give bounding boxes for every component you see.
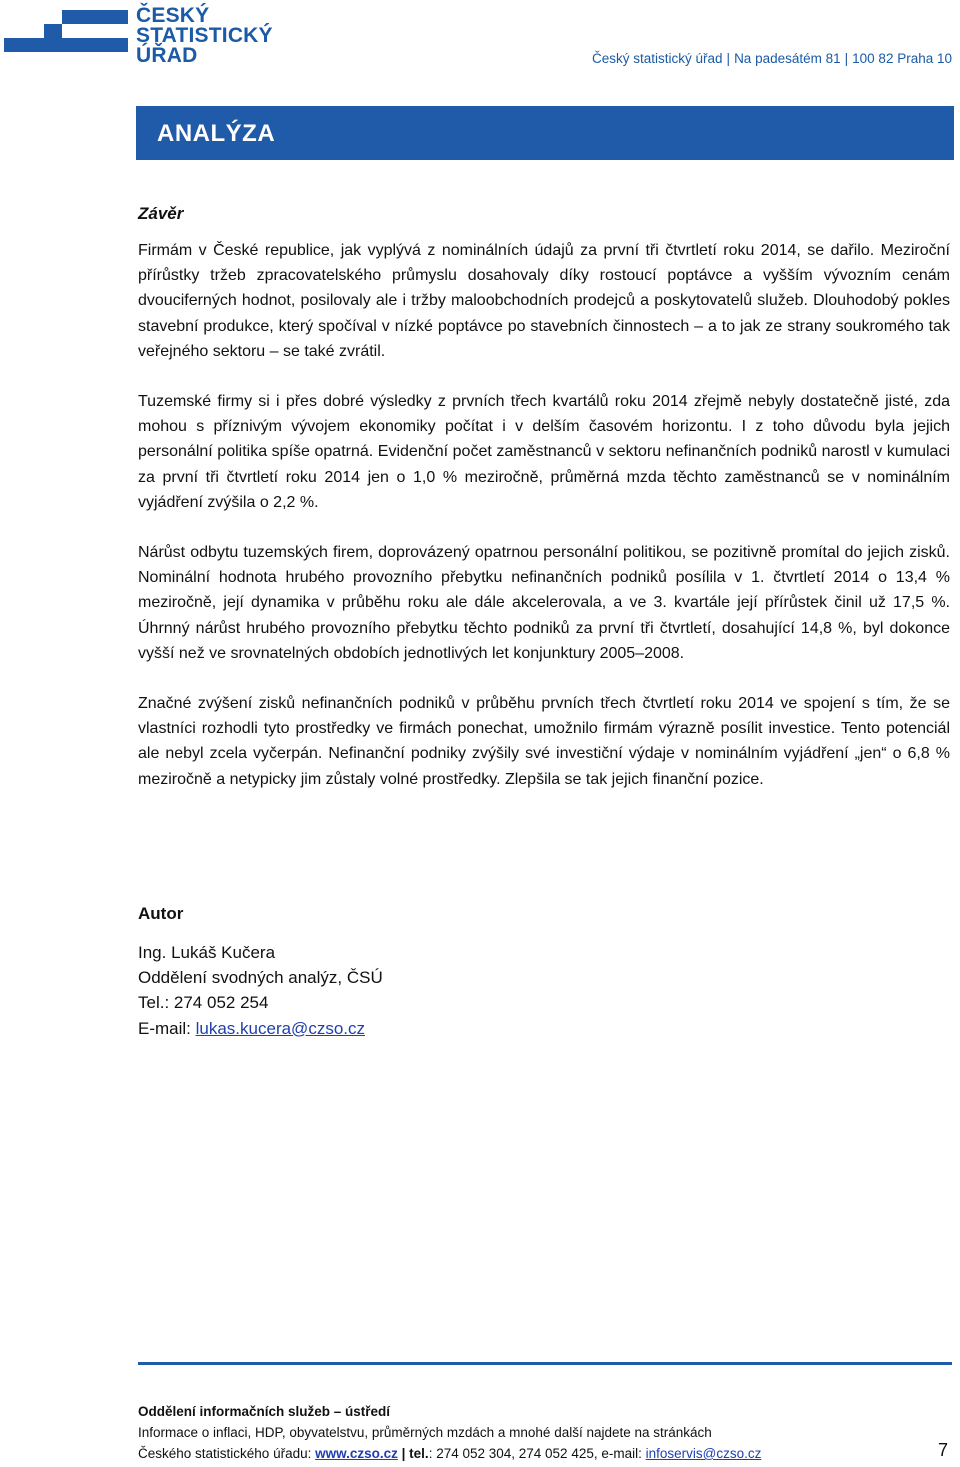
- header-street: Na padesátém 81: [734, 51, 841, 66]
- author-block: [138, 940, 383, 1041]
- page-number: 7: [937, 1440, 948, 1460]
- author-department: Oddělení svodných analýz, ČSÚ: [138, 968, 383, 988]
- paragraph-3: Nárůst odbytu tuzemských firem, doprovázený opatrnou personální politikou, se pozitivně promítal do jejich zisků. Nominální hodnota hrubého provozního přebytku nefinančních podniků posílila v 1. čtvrtletí 2014 o 13,4 % meziročně, její dynamika v průběhu roku ale dále akcelerovala, a ve 3. kvartále její přírůstek činil už 17,5 %. Úhrnný nárůst hrubého provozního přebytku těchto podniků za první tři čtvrtletí, dosahující 14,8 %, byl dokonce vyšší než ve srovnatelných obdobích jednotlivých let konjunktury 2005–2008.: [138, 544, 950, 662]
- header-separator: |: [844, 51, 849, 66]
- footer-tel-label: tel.: [409, 1446, 429, 1461]
- paragraph-1: Firmám v České republice, jak vyplývá z nominálních údajů za první tři čtvrtletí roku 2014, se dařilo. Meziroční přírůstky tržeb zpracovatelského průmyslu dosahovaly díky rostoucí poptávce a vyšším vývozním cenám dvouciferných hodnot, posilovaly ale i tržby maloobchodních prodejců a poskytovatelů služeb. Dlouhodobý pokles stavební produkce, který spočíval v nízké poptávce po stavebních činnostech – a to jak ze strany soukromého tak veřejného sektoru – se také zvrátil.: [138, 242, 950, 360]
- author-heading: Autor: [138, 904, 184, 923]
- paragraph-2: Tuzemské firmy si i přes dobré výsledky z prvních třech kvartálů roku 2014 zřejmě nebyly dostatečně jisté, zda mohou s příznivým vývojem ekonomiky počítat i v delším časovém horizontu. I z toho důvodu byla jejich personální politika spíše opatrná. Evidenční počet zaměstnanců v sektoru nefinančních podniků narostl v kumulaci za první tři čtvrtletí roku 2014 jen o 1,0 % meziročně, průměrná mzda těchto zaměstnanců se v nominálním vyjádření zvýšila o 2,2 %.: [138, 393, 950, 511]
- author-phone: Tel.: 274 052 254: [138, 993, 269, 1013]
- footer-separator: |: [397, 1446, 410, 1461]
- header-org: Český statistický úřad: [592, 51, 723, 66]
- page-footer: [138, 1401, 952, 1464]
- header-city: 100 82 Praha 10: [852, 51, 952, 66]
- footer-email-link[interactable]: infoservis@czso.cz: [645, 1446, 762, 1461]
- footer-line-1: Informace o inflaci, HDP, obyvatelstvu, průměrných mzdách a mnohé další najdete na stránkách: [138, 1425, 712, 1440]
- author-email-label: E-mail:: [138, 1018, 196, 1038]
- logo-line-1: ČESKÝ: [136, 4, 210, 27]
- paragraph-4: Značné zvýšení zisků nefinančních podniků v průběhu prvních třech čtvrtletí roku 2014 ve spojení s tím, že se vlastníci rozhodli tyto prostředky ve firmách ponechat, umožnilo firmám výrazně posílit investice. Tento potenciál ale nebyl zcela vyčerpán. Nefinanční podniky zvýšily své investiční výdaje v nominálním vyjádření „jen“ o 6,8 % meziročně a netypicky jim zůstaly volné prostředky. Zlepšila se tak jejich finanční pozice.: [138, 695, 950, 788]
- author-email-row: [138, 1016, 383, 1041]
- section-heading: Závěr: [138, 204, 184, 223]
- logo-line-2: STATISTICKÝ: [136, 24, 273, 47]
- author-name: Ing. Lukáš Kučera: [138, 943, 276, 962]
- logo-wordmark: [136, 6, 276, 66]
- conclusion-section: [138, 202, 950, 792]
- footer-tel-value: : 274 052 304, 274 052 425, e-mail:: [428, 1446, 646, 1461]
- csu-logo: [4, 6, 274, 70]
- author-email-link[interactable]: lukas.kucera@czso.cz: [195, 1018, 365, 1038]
- footer-title: Oddělení informačních služeb – ústředí: [138, 1404, 391, 1419]
- footer-website-link[interactable]: www.czso.cz: [315, 1446, 398, 1461]
- header-separator: |: [726, 51, 731, 66]
- banner-title: ANALÝZA: [157, 120, 276, 147]
- footer-line-2: [138, 1443, 952, 1464]
- footer-divider: [138, 1362, 952, 1365]
- section-banner: [136, 106, 954, 160]
- logo-mark-icon: [4, 6, 132, 68]
- header-address: [592, 51, 952, 66]
- footer-prefix: Českého statistického úřadu:: [138, 1446, 316, 1461]
- logo-line-3: ÚŘAD: [136, 44, 198, 67]
